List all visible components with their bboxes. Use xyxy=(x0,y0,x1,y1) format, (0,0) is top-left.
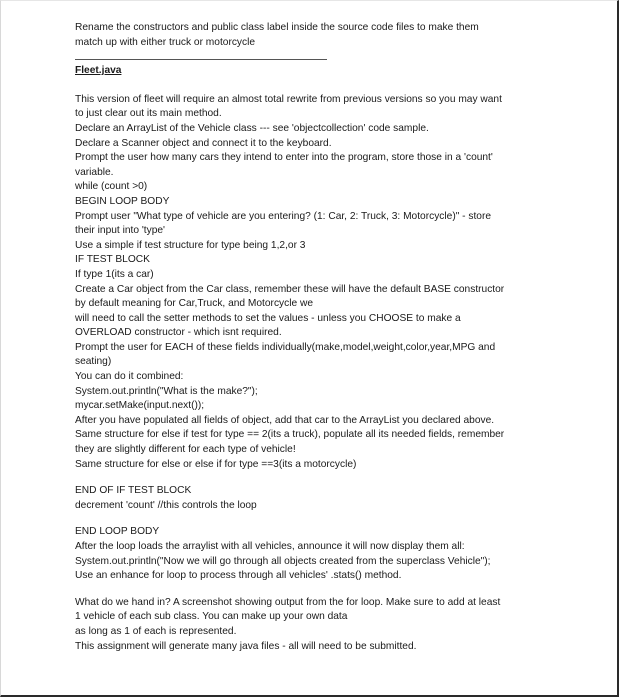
text-line: What do we hand in? A screenshot showing output from the for loop. Make sure to add at least xyxy=(75,596,501,608)
text-line: Prompt the user how many cars they intend to enter into the program, store those in a 'count' xyxy=(75,152,493,164)
text-line: match up with either truck or motorcycle xyxy=(75,36,256,48)
text-line: Prompt the user for EACH of these fields individually(make,model,weight,color,year,MPG and xyxy=(75,341,496,353)
text-line: System.out.println("Now we will go through all objects created from the superclass Vehicle"); xyxy=(75,555,491,567)
text-line: Same structure for else or else if for type ==3(its a motorcycle) xyxy=(75,458,357,470)
spacer xyxy=(75,513,555,525)
text-line: END LOOP BODY xyxy=(75,526,160,538)
section-heading: Fleet.java xyxy=(75,65,122,77)
text-line: will need to call the setter methods to set the values - unless you CHOOSE to make a xyxy=(75,312,461,324)
section-heading-wrap xyxy=(75,64,555,79)
end-loop-block xyxy=(75,525,555,583)
text-line: they are slightly different for each type of vehicle! xyxy=(75,444,296,456)
divider-line xyxy=(75,59,327,60)
text-line: mycar.setMake(input.next()); xyxy=(75,400,205,412)
text-line: Create a Car object from the Car class, remember these will have the default BASE constructor xyxy=(75,283,505,295)
text-line: as long as 1 of each is represented. xyxy=(75,625,237,637)
text-line: OVERLOAD constructor - which isnt required. xyxy=(75,327,282,339)
text-line: BEGIN LOOP BODY xyxy=(75,195,170,207)
text-line: seating) xyxy=(75,356,112,368)
text-line: END OF IF TEST BLOCK xyxy=(75,485,192,497)
instructions-block xyxy=(75,93,555,472)
text-line: Declare a Scanner object and connect it to the keyboard. xyxy=(75,137,332,149)
end-if-block xyxy=(75,484,555,513)
text-line: After the loop loads the arraylist with all vehicles, announce it will now display them all: xyxy=(75,541,465,552)
text-line: while (count >0) xyxy=(75,181,148,193)
text-line: Use a simple if test structure for type being 1,2,or 3 xyxy=(75,239,306,251)
text-line: decrement 'count' //this controls the loop xyxy=(75,499,257,511)
document-body xyxy=(75,21,555,654)
text-line: by default meaning for Car,Truck, and Motorcycle we xyxy=(75,298,314,310)
text-line: This assignment will generate many java files - all will need to be submitted. xyxy=(75,640,417,652)
text-line: Prompt user "What type of vehicle are you entering? (1: Car, 2: Truck, 3: Motorcycle)" - store xyxy=(75,210,492,222)
hand-in-block xyxy=(75,596,555,654)
text-line: Same structure for else if test for type == 2(its a truck), populate all its needed fields, remember xyxy=(75,429,505,441)
text-line: IF TEST BLOCK xyxy=(75,254,150,266)
text-line: Rename the constructors and public class label inside the source code files to make them xyxy=(75,22,479,33)
text-line: This version of fleet will require an almost total rewrite from previous versions so you may want xyxy=(75,93,502,105)
spacer xyxy=(75,584,555,596)
text-line: After you have populated all fields of object, add that car to the ArrayList you declared above. xyxy=(75,414,495,426)
spacer xyxy=(75,79,555,93)
text-line: Use an enhance for loop to process through all vehicles' .stats() method. xyxy=(75,570,402,582)
spacer xyxy=(75,472,555,484)
text-line: 1 vehicle of each sub class. You can make up your own data xyxy=(75,611,348,623)
text-line: If type 1(its a car) xyxy=(75,268,154,280)
text-line: variable. xyxy=(75,166,114,178)
text-line: Declare an ArrayList of the Vehicle class --- see 'objectcollection' code sample. xyxy=(75,122,429,134)
text-line: System.out.println("What is the make?"); xyxy=(75,385,258,397)
text-line: to just clear out its main method. xyxy=(75,108,222,120)
text-line: You can do it combined: xyxy=(75,371,184,383)
intro-paragraph xyxy=(75,21,555,50)
text-line: their input into 'type' xyxy=(75,225,165,237)
